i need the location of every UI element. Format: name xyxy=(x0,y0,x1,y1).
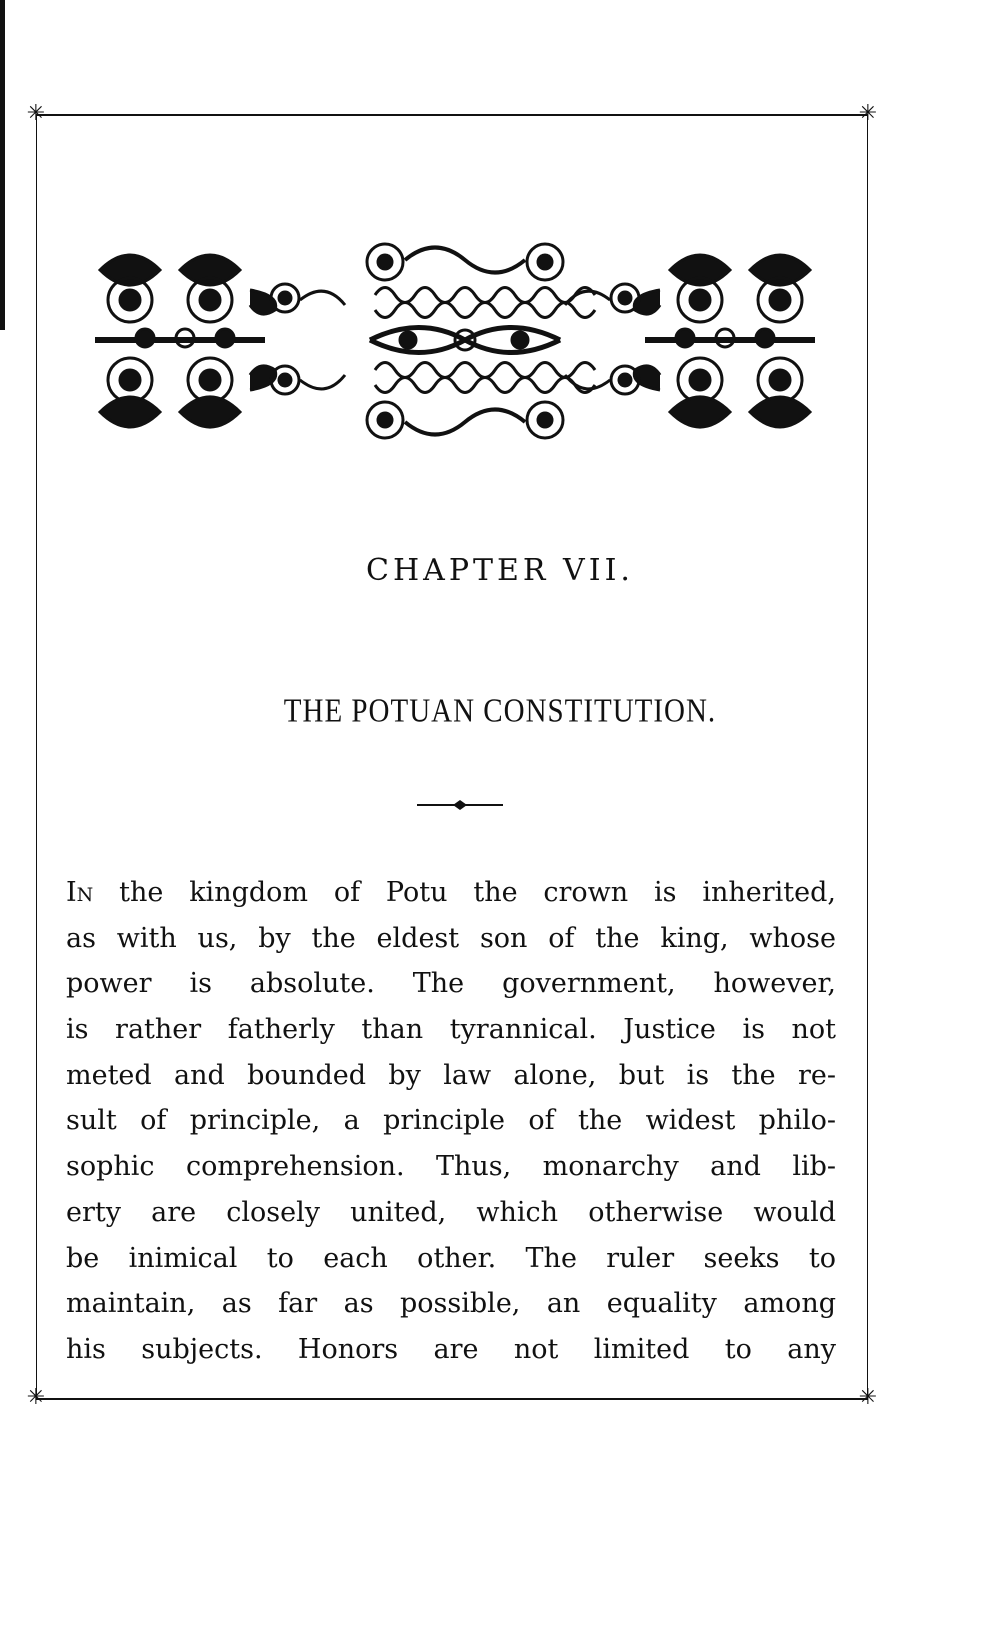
body-line: sult of principle, a principle of the widest philo- xyxy=(66,1105,836,1137)
page-gutter-shadow xyxy=(0,0,5,330)
corner-star-icon: ✳ xyxy=(858,101,878,126)
body-line: maintain, as far as possible, an equality among xyxy=(66,1288,836,1320)
corner-star-icon: ✳ xyxy=(858,1385,878,1410)
left-scroll-ornament xyxy=(92,242,345,442)
body-line: sophic comprehension. Thus, monarchy and lib- xyxy=(66,1151,836,1183)
body-line: his subjects. Honors are not limited to any xyxy=(66,1333,836,1365)
chapter-title: THE POTUAN CONSTITUTION. xyxy=(283,692,717,730)
body-line: erty are closely united, which otherwise would xyxy=(66,1196,836,1228)
decorative-headpiece xyxy=(90,240,820,445)
chapter-body xyxy=(66,870,836,1373)
initial-word: In xyxy=(66,877,94,908)
body-line: is rather fatherly than tyrannical. Justice is not xyxy=(66,1014,836,1046)
body-line xyxy=(66,870,836,916)
body-line: power is absolute. The government, however, xyxy=(66,968,836,1000)
divider-ornament-icon xyxy=(417,800,503,810)
corner-star-icon: ✳ xyxy=(26,1385,46,1410)
chapter-heading: CHAPTER VII. xyxy=(366,553,634,588)
corner-star-icon: ✳ xyxy=(26,101,46,126)
body-line: as with us, by the eldest son of the king, whose xyxy=(66,922,836,954)
body-line: be inimical to each other. The ruler seeks to xyxy=(66,1242,836,1274)
center-scroll-ornament xyxy=(367,244,595,438)
body-line-text: the kingdom of Potu the crown is inherited, xyxy=(93,877,836,908)
right-scroll-ornament xyxy=(565,255,815,427)
body-line: meted and bounded by law alone, but is the re- xyxy=(66,1059,836,1091)
